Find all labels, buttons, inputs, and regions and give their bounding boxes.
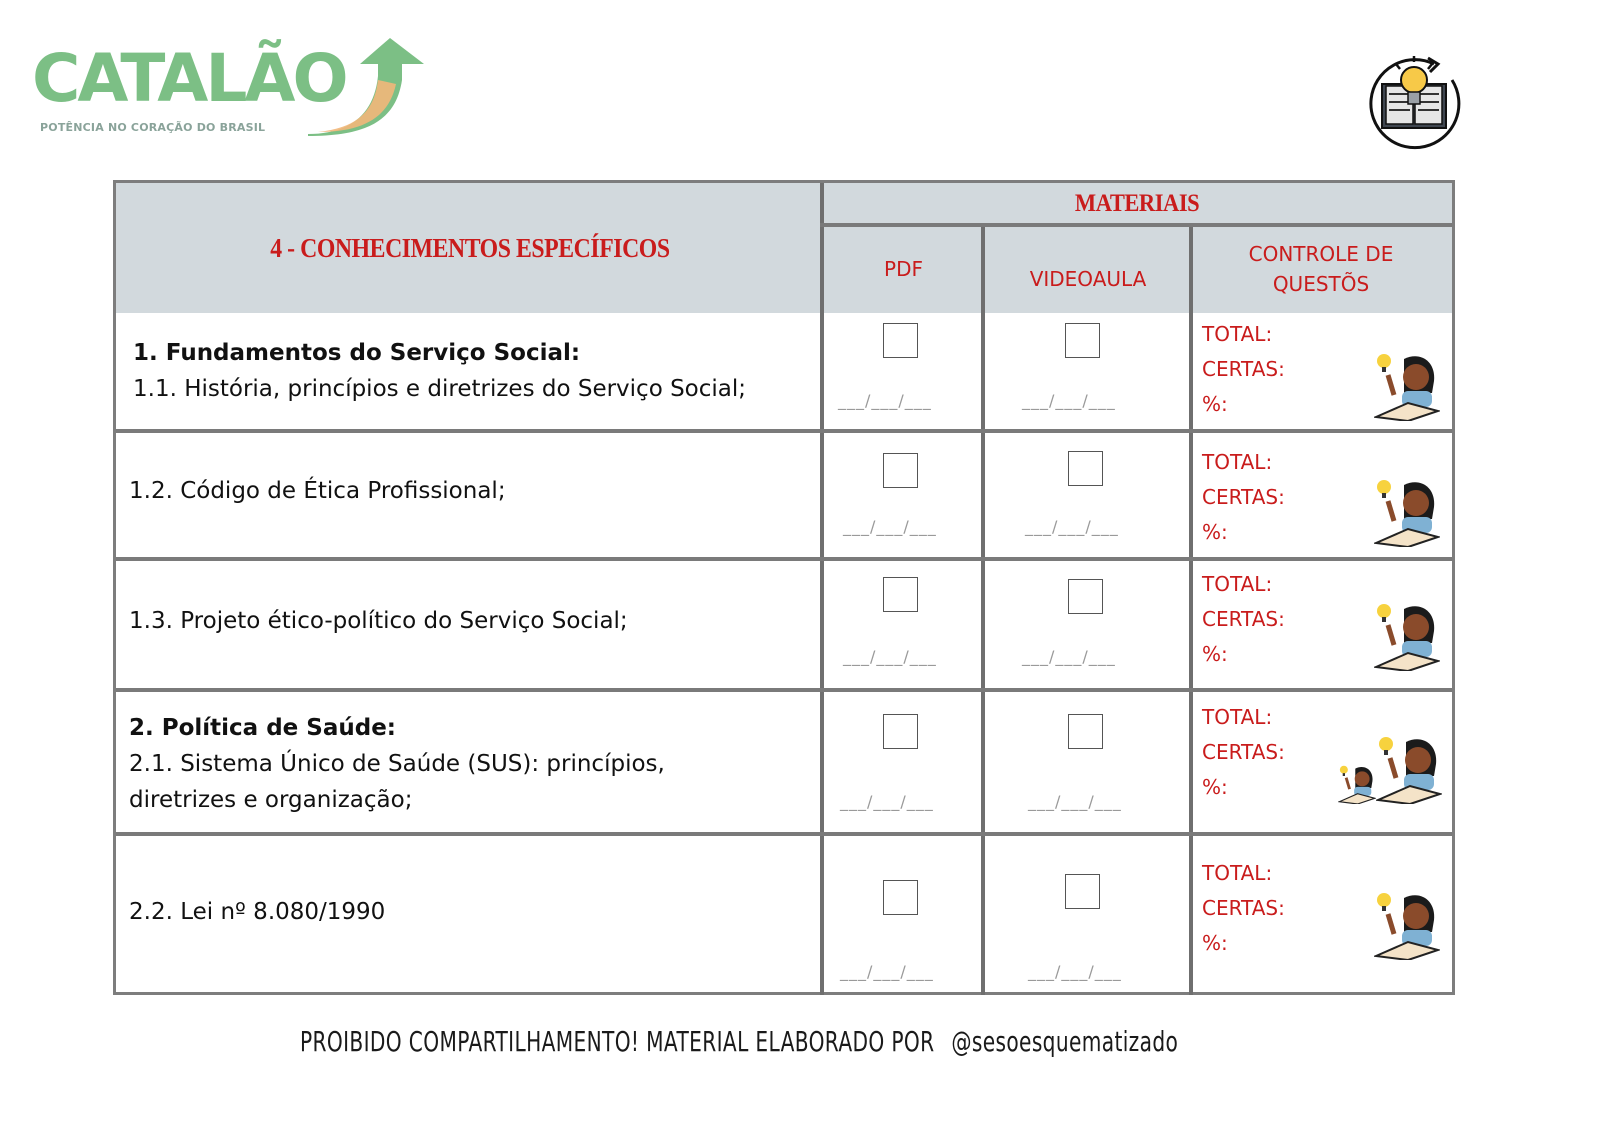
student-illustration-icon	[1376, 734, 1442, 804]
topic-text: 1.2. Código de Ética Profissional;	[129, 478, 506, 504]
topic-cell	[133, 313, 746, 429]
videoaula-checkbox[interactable]	[1065, 323, 1100, 358]
topic-cell	[129, 561, 628, 681]
student-illustration-icon	[1374, 890, 1440, 960]
table-row	[116, 313, 1452, 429]
videoaula-checkbox[interactable]	[1068, 579, 1103, 614]
section-header	[116, 183, 823, 313]
topic-text: 1.1. História, princípios e diretrizes do Serviço Social;	[133, 376, 747, 402]
pdf-checkbox[interactable]	[883, 323, 918, 358]
student-illustration-icon	[1374, 477, 1440, 547]
pdf-checkbox[interactable]	[883, 577, 918, 612]
certas-label[interactable]: CERTAS:	[1202, 607, 1285, 631]
certas-label[interactable]: CERTAS:	[1202, 485, 1285, 509]
materials-title: MATERIAIS	[1075, 190, 1200, 217]
pdf-date-field[interactable]: ___/___/___	[843, 517, 937, 536]
divider	[820, 223, 1452, 227]
total-label[interactable]: TOTAL:	[1202, 861, 1273, 885]
pdf-checkbox[interactable]	[883, 880, 918, 915]
certas-label[interactable]: CERTAS:	[1202, 740, 1285, 764]
certas-label[interactable]: CERTAS:	[1202, 896, 1285, 920]
table-row	[116, 836, 1452, 995]
section-title: 4 - CONHECIMENTOS ESPECÍFICOS	[269, 232, 670, 263]
question-control	[1202, 700, 1285, 805]
topic-text: 2.2. Lei nº 8.080/1990	[129, 899, 386, 925]
question-control	[1202, 856, 1285, 961]
certas-label[interactable]: CERTAS:	[1202, 357, 1285, 381]
footer-text: PROIBIDO COMPARTILHAMENTO! MATERIAL ELABORADO POR	[300, 1025, 935, 1058]
pdf-date-field[interactable]: ___/___/___	[840, 792, 934, 811]
footer-notice	[300, 1025, 1179, 1058]
question-control	[1202, 317, 1285, 422]
logo-wordmark: CATALÃO	[32, 40, 346, 117]
column-header-pdf: PDF	[884, 257, 923, 281]
pdf-checkbox[interactable]	[883, 453, 918, 488]
topic-cell	[129, 836, 385, 988]
question-control	[1202, 445, 1285, 550]
topic-text: 2.1. Sistema Único de Saúde (SUS): princípios,	[129, 751, 665, 777]
logo-tagline: POTÊNCIA NO CORAÇÃO DO BRASIL	[40, 121, 266, 134]
videoaula-date-field[interactable]: ___/___/___	[1025, 517, 1119, 536]
percent-label[interactable]: %:	[1202, 931, 1228, 955]
student-illustration-small-icon	[1338, 764, 1376, 804]
total-label[interactable]: TOTAL:	[1202, 322, 1273, 346]
pdf-date-field[interactable]: ___/___/___	[840, 962, 934, 981]
question-control	[1202, 567, 1285, 672]
topic-text-continued: diretrizes e organização;	[129, 787, 413, 813]
percent-label[interactable]: %:	[1202, 520, 1228, 544]
percent-label[interactable]: %:	[1202, 642, 1228, 666]
pdf-checkbox[interactable]	[883, 714, 918, 749]
catalao-logo	[28, 36, 418, 141]
videoaula-date-field[interactable]: ___/___/___	[1022, 647, 1116, 666]
topic-text: 1.3. Projeto ético-político do Serviço Social;	[129, 608, 628, 634]
videoaula-checkbox[interactable]	[1065, 874, 1100, 909]
topic-heading: 2. Política de Saúde:	[129, 715, 397, 741]
student-illustration-icon	[1374, 601, 1440, 671]
percent-label[interactable]: %:	[1202, 775, 1228, 799]
study-control-table	[113, 180, 1455, 995]
pdf-date-field[interactable]: ___/___/___	[838, 391, 932, 410]
topic-cell	[129, 433, 506, 549]
total-label[interactable]: TOTAL:	[1202, 705, 1273, 729]
materials-header	[823, 183, 1452, 313]
topic-cell	[129, 694, 665, 834]
videoaula-checkbox[interactable]	[1068, 714, 1103, 749]
footer-handle: @sesoesquematizado	[951, 1025, 1179, 1058]
videoaula-checkbox[interactable]	[1068, 451, 1103, 486]
total-label[interactable]: TOTAL:	[1202, 450, 1273, 474]
column-header-controle: CONTROLE DE QUESTÕS	[1248, 242, 1394, 296]
book-lightbulb-icon	[1362, 50, 1466, 154]
student-illustration-icon	[1374, 351, 1440, 421]
videoaula-date-field[interactable]: ___/___/___	[1028, 962, 1122, 981]
percent-label[interactable]: %:	[1202, 392, 1228, 416]
topic-heading: 1. Fundamentos do Serviço Social:	[133, 340, 581, 366]
pdf-date-field[interactable]: ___/___/___	[843, 647, 937, 666]
table-row	[116, 561, 1452, 688]
total-label[interactable]: TOTAL:	[1202, 572, 1273, 596]
videoaula-date-field[interactable]: ___/___/___	[1028, 792, 1122, 811]
videoaula-date-field[interactable]: ___/___/___	[1022, 391, 1116, 410]
table-row	[116, 433, 1452, 557]
column-header-videoaula: VIDEOAULA	[1029, 267, 1147, 291]
table-row	[116, 692, 1452, 832]
